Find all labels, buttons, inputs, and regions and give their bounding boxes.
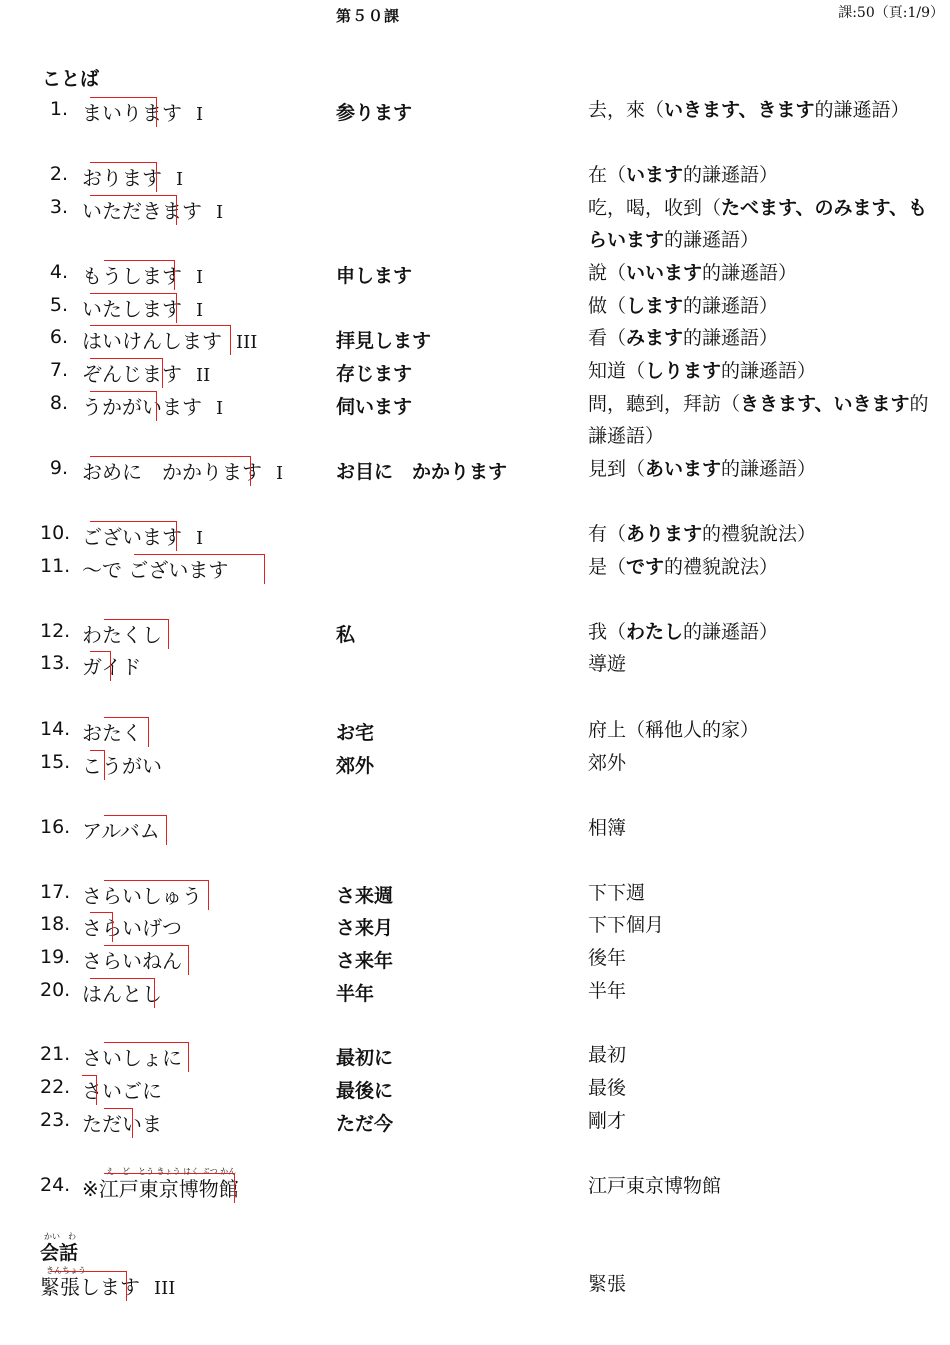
vocab-number: 24. xyxy=(40,1174,71,1196)
vocab-meaning: 郊外 xyxy=(588,752,627,774)
vocab-meaning: 剛才 xyxy=(588,1110,627,1132)
vocab-verb-type: II xyxy=(196,365,211,386)
vocab-row xyxy=(0,94,950,127)
vocab-meaning: 我（わたし的謙遜語） xyxy=(588,621,779,643)
vocab-meaning: 府上（稱他人的家） xyxy=(588,719,760,741)
accent-line xyxy=(104,1173,235,1203)
vocab-word: さらいねん xyxy=(82,945,182,974)
accent-line xyxy=(90,97,157,127)
vocab-row xyxy=(0,551,950,584)
vocab-meaning: 導遊 xyxy=(588,653,627,675)
vocab-verb-type: I xyxy=(276,463,284,484)
vocab-kanji: 存じます xyxy=(336,363,413,385)
vocab-word: アルバム xyxy=(82,815,160,844)
vocab-meaning: 下下個月 xyxy=(588,914,665,936)
accent-line xyxy=(90,750,105,780)
vocab-kanji: 参ります xyxy=(336,102,413,124)
accent-line xyxy=(104,1042,189,1072)
vocab-kanji: お宅 xyxy=(336,722,375,744)
vocab-word: おたく xyxy=(82,717,142,746)
vocab-ruby: え ど とう きょう はく ぶつ かん xyxy=(106,1167,237,1176)
vocab-row xyxy=(0,192,950,251)
vocab-word: さいしょに xyxy=(82,1042,182,1071)
vocab-row xyxy=(0,877,950,910)
conversation-item-ruby: きんちょう xyxy=(46,1266,86,1275)
vocab-row xyxy=(0,1167,950,1203)
vocab-meaning: 最後 xyxy=(588,1077,627,1099)
vocab-verb-type: I xyxy=(196,104,204,125)
vocab-row xyxy=(0,1105,950,1138)
vocab-number: 23. xyxy=(40,1109,71,1131)
accent-line xyxy=(104,717,149,747)
conversation-item xyxy=(0,1268,950,1301)
vocab-word: いただきます xyxy=(82,195,202,224)
vocab-row xyxy=(0,812,950,845)
vocab-word: さらいげつ xyxy=(82,912,182,941)
vocab-verb-type: III xyxy=(236,332,258,353)
vocab-kanji: 伺います xyxy=(336,396,413,418)
vocab-word: はいけんします xyxy=(82,325,222,354)
vocab-kanji: 半年 xyxy=(336,983,375,1005)
vocab-kanji: 最後に xyxy=(336,1080,394,1102)
vocab-meaning: 在（います的謙遜語） xyxy=(588,164,779,186)
vocab-word: さらいしゅう xyxy=(82,880,202,909)
accent-line xyxy=(82,1075,97,1105)
vocab-word: ございます xyxy=(82,521,182,550)
vocab-word: ガイド xyxy=(82,651,141,680)
vocab-meaning: 見到（あいます的謙遜語） xyxy=(588,458,817,480)
vocab-number: 1. xyxy=(49,98,68,120)
vocab-word: わたくし xyxy=(82,619,162,648)
vocab-verb-type: I xyxy=(176,169,184,190)
vocab-meaning: 最初 xyxy=(588,1044,627,1066)
vocab-meaning: 看（みます的謙遜語） xyxy=(588,327,779,349)
conversation-heading-ruby: かい わ xyxy=(44,1232,76,1241)
vocab-meaning: 下下週 xyxy=(588,882,646,904)
accent-line xyxy=(90,456,251,486)
vocab-meaning: 後年 xyxy=(588,947,627,969)
accent-line xyxy=(90,651,111,681)
accent-line xyxy=(104,945,189,975)
vocab-number: 19. xyxy=(40,946,71,968)
vocab-number: 4. xyxy=(49,261,68,283)
vocab-number: 5. xyxy=(49,294,68,316)
vocab-row xyxy=(0,290,950,323)
page-reference: 課:50（頁:1/9） xyxy=(838,5,944,21)
vocab-meaning: 江戸東京博物館 xyxy=(588,1175,722,1197)
vocab-meaning: 做（します的謙遜語） xyxy=(588,295,779,317)
vocab-number: 11. xyxy=(40,555,71,577)
vocab-verb-type: I xyxy=(216,202,224,223)
vocab-row xyxy=(0,616,950,649)
vocab-number: 15. xyxy=(40,751,71,773)
vocab-kanji: 最初に xyxy=(336,1047,394,1069)
vocab-verb-type: I xyxy=(196,300,204,321)
vocab-word: もうします xyxy=(82,260,182,289)
vocab-number: 17. xyxy=(40,881,71,903)
accent-line xyxy=(90,325,231,355)
vocab-row xyxy=(0,257,950,290)
accent-line xyxy=(90,978,155,1008)
vocab-kanji: 拝見します xyxy=(336,330,432,352)
vocab-number: 18. xyxy=(40,913,71,935)
vocab-word: おめに かかります xyxy=(82,456,262,485)
vocab-word: ただいま xyxy=(82,1108,162,1137)
vocab-kanji: 郊外 xyxy=(336,755,375,777)
vocab-meaning: 去，來（いきます、きます的謙遜語） xyxy=(588,99,910,121)
vocab-word: ～で ございます xyxy=(82,554,228,583)
vocab-verb-type: I xyxy=(196,528,204,549)
vocab-number: 21. xyxy=(40,1043,71,1065)
vocab-number: 9. xyxy=(49,457,68,479)
accent-line xyxy=(104,880,209,910)
vocab-word: うかがいます xyxy=(82,391,202,420)
vocab-row xyxy=(0,518,950,551)
vocab-word: はんとし xyxy=(82,978,162,1007)
vocab-row xyxy=(0,1072,950,1105)
vocab-meaning: 相簿 xyxy=(588,817,627,839)
vocab-row xyxy=(0,909,950,942)
section-heading-conversation: 会話 xyxy=(40,1242,79,1264)
vocab-row xyxy=(0,648,950,681)
vocab-row xyxy=(0,388,950,447)
vocab-number: 13. xyxy=(40,652,71,674)
vocab-row xyxy=(0,942,950,975)
vocab-row xyxy=(0,453,950,486)
accent-line xyxy=(104,619,169,649)
vocab-number: 8. xyxy=(49,392,68,414)
vocab-meaning: 說（いいます的謙遜語） xyxy=(588,262,798,284)
vocab-word: まいります xyxy=(82,97,182,126)
accent-line xyxy=(90,195,177,225)
vocab-number: 7. xyxy=(49,359,68,381)
vocab-kanji: 申します xyxy=(336,265,413,287)
accent-line xyxy=(90,162,157,192)
vocab-word: ぞんじます xyxy=(82,358,182,387)
vocab-number: 20. xyxy=(40,979,71,1001)
vocab-word: おります xyxy=(82,162,162,191)
vocab-meaning: 半年 xyxy=(588,980,627,1002)
vocab-meaning: 有（あります的禮貌說法） xyxy=(588,523,817,545)
vocab-word: さいごに xyxy=(82,1075,162,1104)
vocab-verb-type: I xyxy=(216,398,224,419)
vocab-number: 12. xyxy=(40,620,71,642)
vocab-number: 10. xyxy=(40,522,71,544)
vocab-word: ※江戸東京博物館 xyxy=(82,1173,239,1202)
vocab-kanji: ただ今 xyxy=(336,1113,394,1135)
vocab-number: 22. xyxy=(40,1076,71,1098)
accent-line xyxy=(90,912,113,942)
accent-line xyxy=(90,358,163,388)
vocab-row xyxy=(0,355,950,388)
vocab-kanji: お目に かかります xyxy=(336,461,508,483)
vocab-kanji: 私 xyxy=(336,624,356,646)
accent-line xyxy=(104,815,167,845)
vocab-row xyxy=(0,714,950,747)
conversation-item-meaning: 緊張 xyxy=(588,1273,627,1295)
vocab-word: こうがい xyxy=(82,750,162,779)
accent-line xyxy=(50,1271,127,1301)
vocab-number: 2. xyxy=(49,163,68,185)
vocab-row xyxy=(0,975,950,1008)
conversation-item-word: 緊張します xyxy=(40,1271,140,1300)
accent-line xyxy=(90,293,177,323)
accent-line xyxy=(90,521,177,551)
vocab-number: 14. xyxy=(40,718,71,740)
vocab-kanji: さ来年 xyxy=(336,950,394,972)
accent-line xyxy=(104,1108,133,1138)
vocab-meaning: 問，聽到，拜訪（ききます、いきます的謙遜語） xyxy=(588,393,929,447)
vocab-word: いたします xyxy=(82,293,182,322)
vocab-kanji: さ来月 xyxy=(336,917,394,939)
vocab-row xyxy=(0,747,950,780)
vocab-row xyxy=(0,322,950,355)
vocab-number: 16. xyxy=(40,816,71,838)
conversation-item-verb-type: III xyxy=(154,1278,176,1299)
vocab-meaning: 吃，喝，收到（たべます、のみます、もらいます的謙遜語） xyxy=(588,197,927,251)
vocab-meaning: 是（です的禮貌說法） xyxy=(588,556,779,578)
vocab-verb-type: I xyxy=(196,267,204,288)
accent-line xyxy=(104,260,175,290)
vocab-row xyxy=(0,159,950,192)
lesson-title: 第５０課 xyxy=(336,7,401,25)
vocab-kanji: さ来週 xyxy=(336,885,394,907)
vocab-number: 3. xyxy=(49,196,68,218)
vocab-row xyxy=(0,1039,950,1072)
accent-line xyxy=(90,391,157,421)
vocab-meaning: 知道（しります的謙遜語） xyxy=(588,360,817,382)
vocab-number: 6. xyxy=(49,326,68,348)
accent-line xyxy=(134,554,265,584)
section-heading-vocabulary: ことば xyxy=(42,68,100,90)
